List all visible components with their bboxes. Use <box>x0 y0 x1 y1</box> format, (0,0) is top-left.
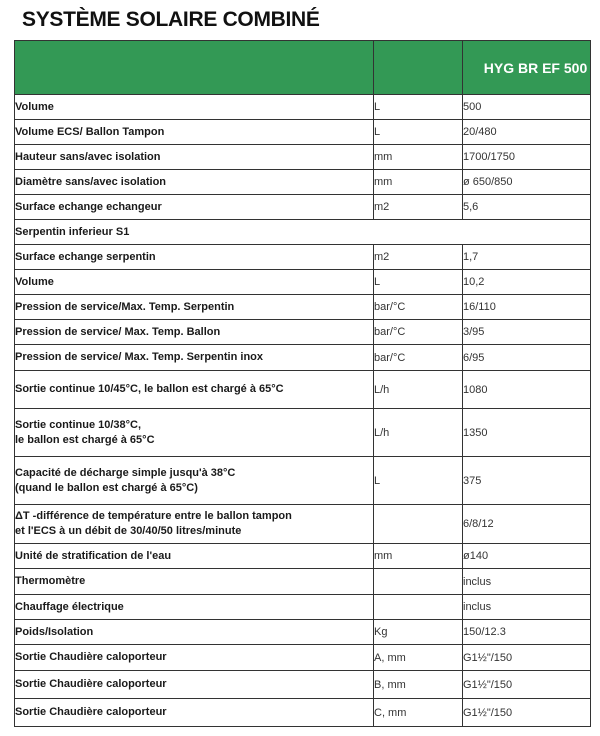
row-unit: Kg <box>374 620 463 645</box>
row-value: 150/12.3 <box>463 620 591 645</box>
row-value: 10,2 <box>463 270 591 295</box>
table-row <box>15 645 591 671</box>
row-label: Pression de service/Max. Temp. Serpentin <box>15 295 374 320</box>
row-value: 1080 <box>463 371 591 409</box>
table-row <box>15 245 591 270</box>
row-unit: mm <box>374 145 463 170</box>
row-unit: m2 <box>374 245 463 270</box>
row-unit: C, mm <box>374 699 463 727</box>
row-value: 1350 <box>463 409 591 457</box>
table-row <box>15 145 591 170</box>
table-row <box>15 595 591 620</box>
row-label: Pression de service/ Max. Temp. Serpentin inox <box>15 345 374 371</box>
row-value: 16/110 <box>463 295 591 320</box>
table-row <box>15 295 591 320</box>
row-value: 1700/1750 <box>463 145 591 170</box>
row-label: Diamètre sans/avec isolation <box>15 170 374 195</box>
row-label-line2: le ballon est chargé à 65°C <box>15 433 155 446</box>
row-value: 3/95 <box>463 320 591 345</box>
row-value: G1½"/150 <box>463 671 591 699</box>
table-row <box>15 270 591 295</box>
row-value: 6/95 <box>463 345 591 371</box>
row-unit: L <box>374 120 463 145</box>
table-row <box>15 371 591 409</box>
row-label-line2: et l'ECS à un débit de 30/40/50 litres/minute <box>15 525 242 537</box>
row-value: inclus <box>463 569 591 595</box>
table-row <box>15 699 591 727</box>
row-value: ø140 <box>463 544 591 569</box>
table-row <box>15 505 591 544</box>
row-value: 500 <box>463 95 591 120</box>
table-row <box>15 120 591 145</box>
row-label: Pression de service/ Max. Temp. Ballon <box>15 320 374 345</box>
row-unit: mm <box>374 544 463 569</box>
row-label: Chauffage électrique <box>15 595 374 620</box>
row-unit: L <box>374 270 463 295</box>
row-label <box>15 457 374 505</box>
row-value: G1½"/150 <box>463 699 591 727</box>
row-label-line1: ΔT -différence de température entre le ballon tampon <box>15 510 292 522</box>
row-value: inclus <box>463 595 591 620</box>
table-row <box>15 671 591 699</box>
header-model: HYG BR EF 500 <box>463 41 591 95</box>
row-label-line1: Sortie continue 10/38°C, <box>15 418 142 431</box>
page-title: SYSTÈME SOLAIRE COMBINÉ <box>22 8 320 31</box>
row-value: 5,6 <box>463 195 591 220</box>
row-label: Sortie Chaudière caloporteur <box>15 671 374 699</box>
row-label-line2: (quand le ballon est chargé à 65°C) <box>15 481 198 494</box>
row-unit <box>374 569 463 595</box>
spec-table <box>14 40 591 727</box>
row-label: Sortie Chaudière caloporteur <box>15 699 374 727</box>
row-label: Volume <box>15 270 374 295</box>
section-label: Serpentin inferieur S1 <box>15 220 591 245</box>
row-label: Thermomètre <box>15 569 374 595</box>
row-label: Poids/Isolation <box>15 620 374 645</box>
section-row <box>15 220 591 245</box>
row-label: Sortie continue 10/45°C, le ballon est chargé à 65°C <box>15 371 374 409</box>
row-label <box>15 505 374 544</box>
row-value: 375 <box>463 457 591 505</box>
row-unit: L/h <box>374 371 463 409</box>
row-unit: bar/°C <box>374 345 463 371</box>
row-unit: L/h <box>374 409 463 457</box>
row-label: Surface echange serpentin <box>15 245 374 270</box>
row-value: 20/480 <box>463 120 591 145</box>
row-label <box>15 409 374 457</box>
row-value: ø 650/850 <box>463 170 591 195</box>
table-row <box>15 345 591 371</box>
row-unit: bar/°C <box>374 295 463 320</box>
row-label: Volume ECS/ Ballon Tampon <box>15 120 374 145</box>
row-unit <box>374 505 463 544</box>
header-unit <box>374 41 463 95</box>
table-row <box>15 544 591 569</box>
row-unit: A, mm <box>374 645 463 671</box>
table-row <box>15 409 591 457</box>
row-label: Hauteur sans/avec isolation <box>15 145 374 170</box>
row-unit: L <box>374 95 463 120</box>
table-row <box>15 569 591 595</box>
table-row <box>15 457 591 505</box>
row-unit <box>374 595 463 620</box>
table-row <box>15 195 591 220</box>
table-header-row <box>15 41 591 95</box>
row-value: 6/8/12 <box>463 505 591 544</box>
row-unit: bar/°C <box>374 320 463 345</box>
row-unit: L <box>374 457 463 505</box>
table-row <box>15 620 591 645</box>
table-row <box>15 170 591 195</box>
row-value: 1,7 <box>463 245 591 270</box>
header-parameter <box>15 41 374 95</box>
row-unit: mm <box>374 170 463 195</box>
row-unit: m2 <box>374 195 463 220</box>
row-unit: B, mm <box>374 671 463 699</box>
table-row <box>15 320 591 345</box>
row-label: Unité de stratification de l'eau <box>15 544 374 569</box>
row-label-line1: Capacité de décharge simple jusqu'à 38°C <box>15 466 236 479</box>
row-label: Volume <box>15 95 374 120</box>
table-row <box>15 95 591 120</box>
row-label: Sortie Chaudière caloporteur <box>15 645 374 671</box>
row-label: Surface echange echangeur <box>15 195 374 220</box>
row-value: G1½"/150 <box>463 645 591 671</box>
